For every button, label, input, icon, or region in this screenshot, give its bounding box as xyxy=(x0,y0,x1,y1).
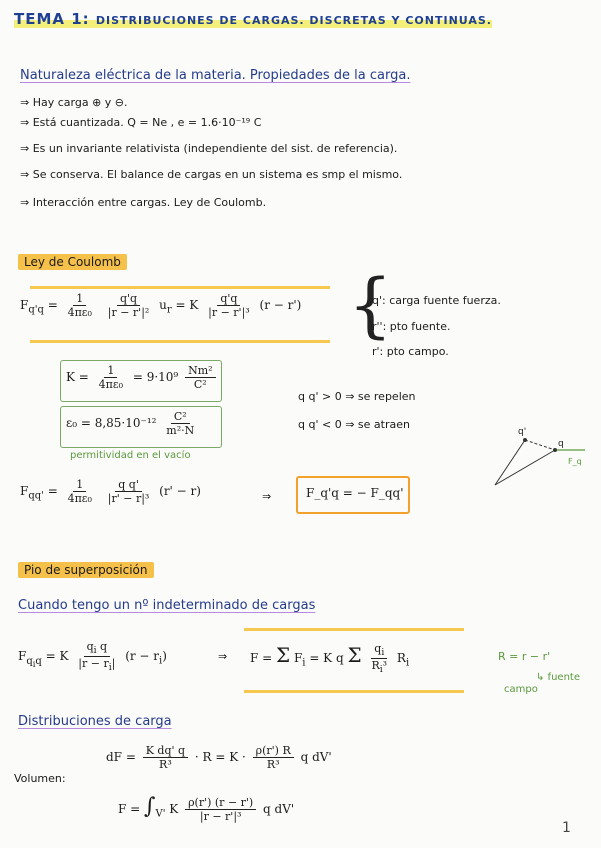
highlight-line-bottom xyxy=(30,340,330,343)
highlight-line-top xyxy=(30,286,330,289)
diag-label-fq: F_q xyxy=(568,457,582,466)
implies-arrow: ⇒ xyxy=(262,490,272,503)
eps-formula: ε₀ = 8,85·10⁻¹² $\frac{\text{C²}}{\text{m²·N}}$ xyxy=(66,410,195,437)
volume-integral: $F = \int_{V'}$ K $\frac{\rho(r') (r - r')}{\text{|r − r'|³}}$ q dV' xyxy=(118,794,295,823)
title-prefix: TEMA 1: xyxy=(14,10,90,28)
title-text: DISTRIBUCIONES DE CARGAS. DISCRETAS Y CONTINUAS. xyxy=(95,14,492,27)
volume-label: Volumen: xyxy=(14,772,66,785)
differential-force: dF = $\frac{\text{K dq' q}}{\text{R³}}$ · R = K · $\frac{\rho(r') R}{\text{R³}}$ q dV' xyxy=(106,744,332,771)
r-note-fuente: ↳ fuente xyxy=(536,672,580,683)
section-heading-coulomb: Ley de Coulomb xyxy=(18,254,127,270)
coulomb-formula-2: $F_{qq'}$ = $\frac{1}{\text{4πε₀}}$ $\frac{\text{q q'}}{\text{|r' − r|³}}$ (r' − r) xyxy=(20,478,201,505)
bullet-2: ⇒ Está cuantizada. Q = Ne , e = 1.6·10⁻¹⁹ C xyxy=(20,116,262,129)
single-charge-force: $F_{q_iq} = K$ $\frac{q_i q}{|r - r_i|}$ $(r - r_i)$ xyxy=(18,640,167,674)
newton-third-law: F_q'q = − F_qq' xyxy=(306,486,404,500)
coulomb-formula: $F_{q'q}$ = $\frac{1}{\text{4πε₀}}$ $\frac{q'q}{\text{|r − r'|²}}$ $u_r = K$ $\frac{q'q}{\text{|r − r'|³}}$ (r − r') xyxy=(20,292,302,319)
r-definition: R = r − r' xyxy=(498,650,551,663)
legend-2: r'': pto fuente. xyxy=(372,320,451,333)
k-formula: K = $\frac{1}{\text{4πε₀}}$ = 9·10⁹ $\frac{\text{Nm²}}{\text{C²}}$ xyxy=(66,364,219,391)
bullet-5: ⇒ Interacción entre cargas. Ley de Coulomb. xyxy=(20,196,267,209)
force-diagram xyxy=(480,420,590,500)
diag-label-q1: q' xyxy=(518,427,527,437)
page-title xyxy=(14,10,492,28)
bullet-4: ⇒ Se conserva. El balance de cargas en un sistema es smp el mismo. xyxy=(20,168,403,181)
rule-attract: q q' < 0 ⇒ se atraen xyxy=(298,418,410,431)
rule-repel: q q' > 0 ⇒ se repelen xyxy=(298,390,416,403)
superposition-subheading: Cuando tengo un nº indeterminado de cargas xyxy=(18,598,316,613)
bullet-1: ⇒ Hay carga ⊕ y ⊖. xyxy=(20,96,128,109)
section-heading-distribuciones: Distribuciones de carga xyxy=(18,714,172,729)
eps-note: permitividad en el vacío xyxy=(70,450,191,461)
legend-1: q': carga fuente fuerza. xyxy=(372,294,501,307)
superposition-formula: F = Σ $F_i = K$ q Σ $\frac{q_i}{R_i^3}$ $R_i$ xyxy=(250,642,410,676)
diag-label-q2: q xyxy=(558,439,564,449)
legend-3: r': pto campo. xyxy=(372,345,449,358)
section-heading-superposicion: Pio de superposición xyxy=(18,562,154,578)
superposition-line-top xyxy=(244,628,464,631)
bullet-3: ⇒ Es un invariante relativista (independiente del sist. de referencia). xyxy=(20,142,398,155)
implies-arrow-2: ⇒ xyxy=(218,650,228,663)
section-heading-naturaleza: Naturaleza eléctrica de la materia. Propiedades de la carga. xyxy=(20,68,411,83)
page-number: 1 xyxy=(562,820,571,836)
superposition-line-bottom xyxy=(244,690,464,693)
r-note-campo: campo xyxy=(504,684,538,695)
legend-brace: { xyxy=(348,264,393,346)
